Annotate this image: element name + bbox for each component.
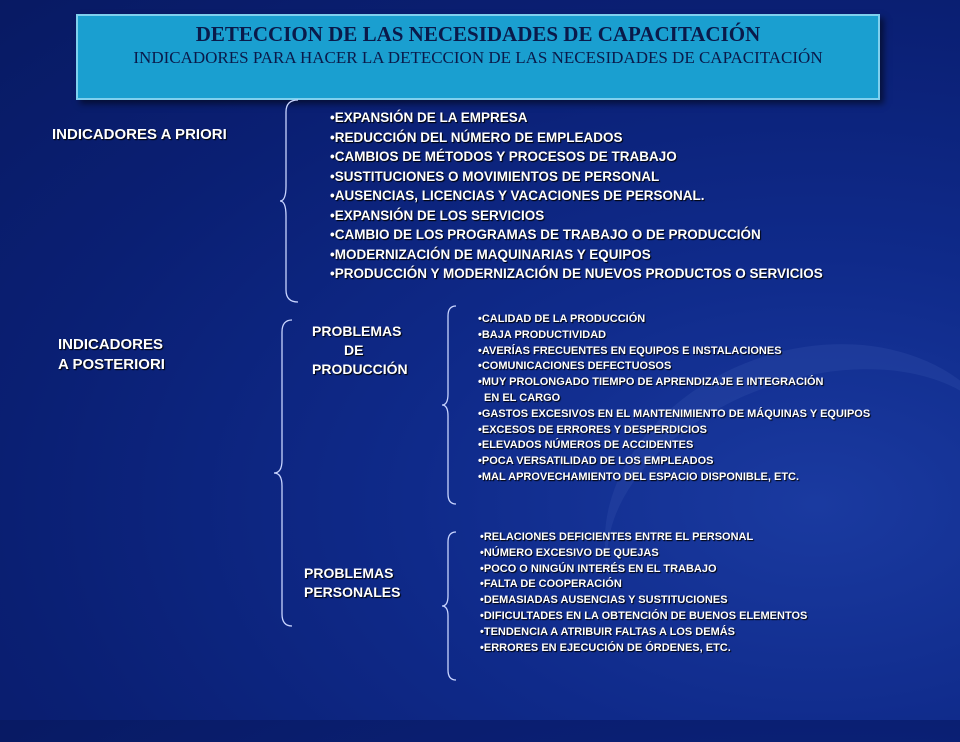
list-item: • CALIDAD DE LA PRODUCCIÓN (478, 312, 870, 328)
list-item: • EXCESOS DE ERRORES Y DESPERDICIOS (478, 423, 870, 439)
produccion-brace (440, 304, 460, 506)
a-priori-list (330, 108, 823, 284)
list-item: • REDUCCIÓN DEL NÚMERO DE EMPLEADOS (330, 128, 823, 148)
a-posteriori-brace (272, 318, 296, 628)
list-item: • PRODUCCIÓN Y MODERNIZACIÓN DE NUEVOS PRODUCTOS O SERVICIOS (330, 264, 823, 284)
page-title: DETECCION DE LAS NECESIDADES DE CAPACITACIÓN (195, 22, 761, 46)
personales-list (480, 530, 807, 656)
list-item: • AUSENCIAS, LICENCIAS Y VACACIONES DE PERSONAL. (330, 186, 823, 206)
list-item: • DIFICULTADES EN LA OBTENCIÓN DE BUENOS ELEMENTOS (480, 609, 807, 625)
title-box (76, 14, 880, 100)
list-item: • CAMBIO DE LOS PROGRAMAS DE TRABAJO O DE PRODUCCIÓN (330, 225, 823, 245)
produccion-label (312, 322, 408, 379)
list-item: • GASTOS EXCESIVOS EN EL MANTENIMIENTO DE MÁQUINAS Y EQUIPOS (478, 407, 870, 423)
list-item: • MODERNIZACIÓN DE MAQUINARIAS Y EQUIPOS (330, 245, 823, 265)
list-item: • TENDENCIA A ATRIBUIR FALTAS A LOS DEMÁS (480, 625, 807, 641)
page-subtitle: INDICADORES PARA HACER LA DETECCION DE LAS NECESIDADES DE CAPACITACIÓN (133, 48, 823, 67)
list-item: • FALTA DE COOPERACIÓN (480, 577, 807, 593)
list-item: • EXPANSIÓN DE LA EMPRESA (330, 108, 823, 128)
a-posteriori-label (58, 335, 165, 375)
a-posteriori-label-line2: A POSTERIORI (58, 356, 165, 373)
list-item: • ERRORES EN EJECUCIÓN DE ÓRDENES, ETC. (480, 641, 807, 657)
list-item: • DEMASIADAS AUSENCIAS Y SUSTITUCIONES (480, 593, 807, 609)
produccion-list (478, 312, 870, 486)
list-item: EN EL CARGO (484, 391, 561, 404)
list-item: • CAMBIOS DE MÉTODOS Y PROCESOS DE TRABAJO (330, 147, 823, 167)
list-item: • ELEVADOS NÚMEROS DE ACCIDENTES (478, 438, 870, 454)
produccion-label-line3: PRODUCCIÓN (312, 361, 408, 377)
personales-label (304, 564, 400, 602)
list-item: • POCA VERSATILIDAD DE LOS EMPLEADOS (478, 454, 870, 470)
list-item: • NÚMERO EXCESIVO DE QUEJAS (480, 546, 807, 562)
list-item: • SUSTITUCIONES O MOVIMIENTOS DE PERSONAL (330, 167, 823, 187)
list-item: • EXPANSIÓN DE LOS SERVICIOS (330, 206, 823, 226)
a-priori-label: INDICADORES A PRIORI (52, 126, 227, 143)
list-item: • BAJA PRODUCTIVIDAD (478, 328, 870, 344)
list-item: • POCO O NINGÚN INTERÉS EN EL TRABAJO (480, 562, 807, 578)
personales-brace (440, 530, 460, 682)
a-posteriori-label-line1: INDICADORES (58, 336, 164, 353)
list-item: • COMUNICACIONES DEFECTUOSOS (478, 359, 870, 375)
list-item: • MAL APROVECHAMIENTO DEL ESPACIO DISPONIBLE, ETC. (478, 470, 870, 486)
list-item: • MUY PROLONGADO TIEMPO DE APRENDIZAJE E INTEGRACIÓN (478, 375, 870, 391)
a-priori-brace (278, 98, 302, 304)
produccion-label-line1: PROBLEMAS (312, 323, 402, 339)
personales-label-line1: PROBLEMAS (304, 565, 394, 581)
list-item: • AVERÍAS FRECUENTES EN EQUIPOS E INSTALACIONES (478, 344, 870, 360)
personales-label-line2: PERSONALES (304, 584, 401, 600)
produccion-label-line2: DE (344, 342, 364, 358)
list-item: • RELACIONES DEFICIENTES ENTRE EL PERSONAL (480, 530, 807, 546)
